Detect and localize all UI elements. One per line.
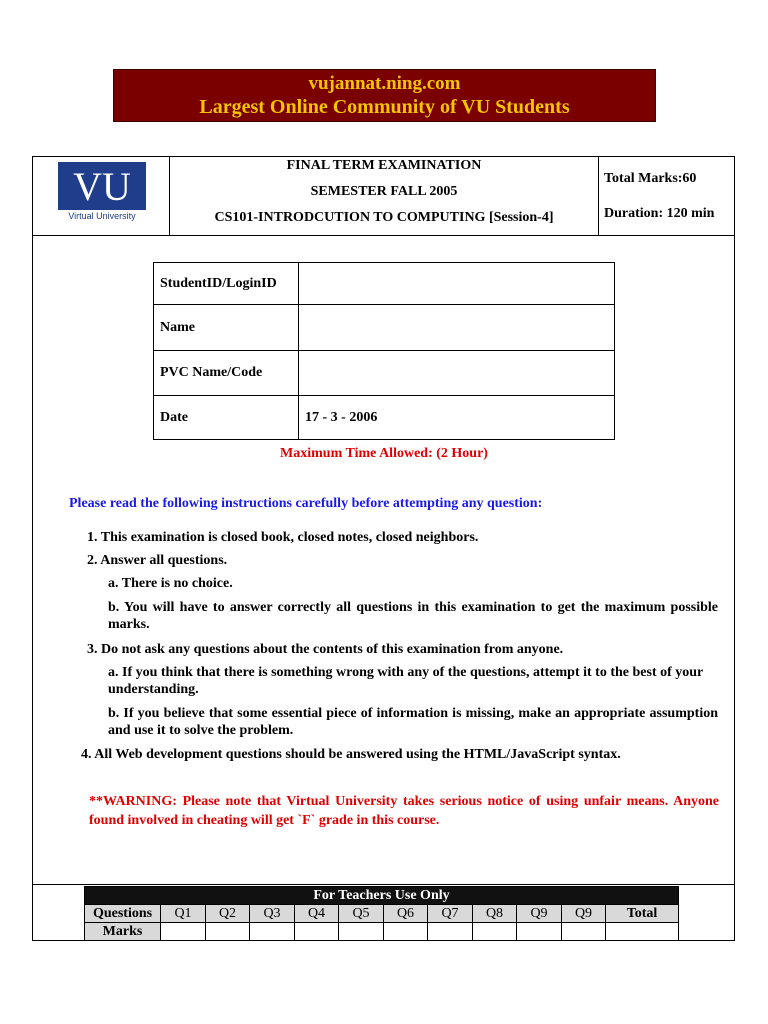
exam-course: CS101-INTRODCUTION TO COMPUTING [Session-4] (214, 210, 554, 225)
vu-logo (58, 162, 146, 222)
instruction-3a: a. If you think that there is something wrong with any of the questions, attempt it to the best of your understanding. (108, 665, 704, 697)
marks-total-cell[interactable] (606, 923, 679, 941)
info-row (154, 263, 615, 305)
cheating-warning: **WARNING: Please note that Virtual University takes serious notice of using unfair means. Anyone found involved in cheating will get `F` grade in this course. (89, 794, 719, 828)
instruction-2a: a. There is no choice. (108, 576, 233, 591)
exam-title: FINAL TERM EXAMINATION (286, 158, 482, 173)
instruction-1: 1. This examination is closed book, closed notes, closed neighbors. (87, 530, 479, 545)
teachers-use-title: For Teachers Use Only (85, 887, 679, 905)
marks-cell[interactable] (428, 923, 473, 941)
info-row (154, 351, 615, 396)
footer-divider (32, 884, 735, 885)
pvc-field[interactable] (299, 351, 615, 396)
question-header: Q2 (206, 905, 250, 923)
teachers-marks-table (84, 886, 679, 941)
marks-cell[interactable] (517, 923, 562, 941)
banner-tagline: Largest Online Community of VU Students (199, 96, 570, 118)
max-time-allowed: Maximum Time Allowed: (2 Hour) (280, 446, 488, 461)
question-header: Q3 (250, 905, 295, 923)
site-banner (113, 69, 656, 122)
marks-cell[interactable] (473, 923, 517, 941)
logo-caption: Virtual University (68, 211, 136, 221)
info-row (154, 396, 615, 440)
marks-cell[interactable] (206, 923, 250, 941)
studentid-field[interactable] (299, 263, 615, 305)
total-marks: Total Marks:60 (604, 171, 697, 186)
instruction-4: 4. All Web development questions should be answered using the HTML/JavaScript syntax. (81, 747, 621, 762)
instructions-intro: Please read the following instructions carefully before attempting any question: (69, 496, 543, 511)
question-header: Q7 (428, 905, 473, 923)
questions-label: Questions (85, 905, 161, 923)
instruction-2b: b. You will have to answer correctly all questions in this examination to get the maximum possible marks. (108, 600, 718, 632)
info-label: StudentID/LoginID (154, 263, 299, 305)
marks-label: Marks (85, 923, 161, 941)
question-header: Q4 (295, 905, 339, 923)
name-field[interactable] (299, 305, 615, 351)
header-separator-right (598, 156, 599, 236)
question-header: Q5 (339, 905, 384, 923)
info-label: Date (154, 396, 299, 440)
question-header: Q6 (384, 905, 428, 923)
question-header: Q8 (473, 905, 517, 923)
marks-cell[interactable] (384, 923, 428, 941)
marks-cell[interactable] (161, 923, 206, 941)
info-label: Name (154, 305, 299, 351)
question-header: Q9 (562, 905, 606, 923)
banner-site: vujannat.ning.com (308, 73, 461, 94)
info-row (154, 305, 615, 351)
question-header: Q1 (161, 905, 206, 923)
exam-semester: SEMESTER FALL 2005 (310, 184, 458, 199)
total-header: Total (606, 905, 679, 923)
question-header: Q9 (517, 905, 562, 923)
student-info-table (153, 262, 615, 440)
instruction-3b: b. If you believe that some essential piece of information is missing, make an appropriate assumption and use it to solve the problem. (108, 706, 718, 738)
duration: Duration: 120 min (604, 206, 715, 221)
marks-cell[interactable] (339, 923, 384, 941)
info-label: PVC Name/Code (154, 351, 299, 396)
instruction-3: 3. Do not ask any questions about the contents of this examination from anyone. (87, 642, 564, 657)
header-divider (32, 235, 735, 236)
marks-cell[interactable] (562, 923, 606, 941)
marks-cell[interactable] (250, 923, 295, 941)
marks-cell[interactable] (295, 923, 339, 941)
logo-letters: VU (73, 164, 131, 209)
date-field[interactable]: 17 - 3 - 2006 (299, 396, 615, 440)
instruction-2: 2. Answer all questions. (87, 553, 228, 568)
